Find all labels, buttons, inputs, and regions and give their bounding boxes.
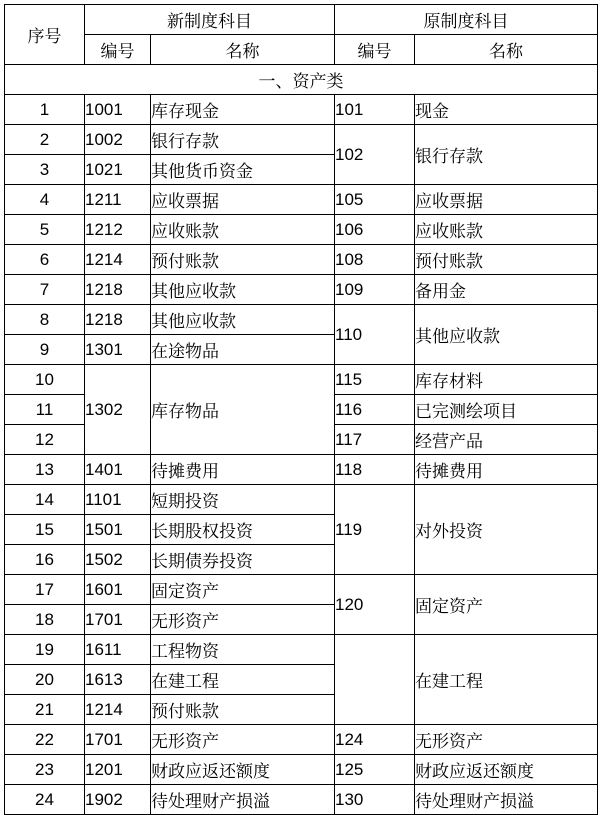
- old-code-header: 编号: [335, 35, 415, 65]
- new-name-cell: 固定资产: [151, 575, 335, 605]
- old-name-header: 名称: [415, 35, 598, 65]
- old-code-cell: 109: [335, 275, 415, 305]
- new-name-cell: 预付账款: [151, 245, 335, 275]
- new-name-header: 名称: [151, 35, 335, 65]
- old-name-cell: 其他应收款: [415, 305, 598, 365]
- new-name-cell: 在建工程: [151, 665, 335, 695]
- old-code-cell: 116: [335, 395, 415, 425]
- old-name-cell: 银行存款: [415, 125, 598, 185]
- old-name-cell: 待处理财产损溢: [415, 785, 598, 815]
- new-code-cell: 1101: [85, 485, 151, 515]
- new-code-cell: 1611: [85, 635, 151, 665]
- old-code-cell: 101: [335, 95, 415, 125]
- table-row: [5, 365, 598, 395]
- new-name-cell: 长期债券投资: [151, 545, 335, 575]
- old-code-cell: 120: [335, 575, 415, 635]
- new-code-cell: 1214: [85, 245, 151, 275]
- table-row: [5, 95, 598, 125]
- account-mapping-table: [4, 4, 598, 815]
- new-code-cell: 1201: [85, 755, 151, 785]
- seq-cell: 1: [5, 95, 85, 125]
- new-name-cell: 待摊费用: [151, 455, 335, 485]
- new-name-cell: 待处理财产损溢: [151, 785, 335, 815]
- table-row: [5, 575, 598, 605]
- new-name-cell: 工程物资: [151, 635, 335, 665]
- old-code-cell: 115: [335, 365, 415, 395]
- seq-cell: 18: [5, 605, 85, 635]
- new-name-cell: 其他应收款: [151, 275, 335, 305]
- old-code-cell: 105: [335, 185, 415, 215]
- new-name-cell: 应收票据: [151, 185, 335, 215]
- seq-cell: 4: [5, 185, 85, 215]
- new-name-cell: 无形资产: [151, 605, 335, 635]
- table-row: [5, 485, 598, 515]
- section-row: [5, 65, 598, 95]
- table-row: [5, 785, 598, 815]
- header-row-2: [5, 35, 598, 65]
- seq-cell: 22: [5, 725, 85, 755]
- new-code-header: 编号: [85, 35, 151, 65]
- seq-cell: 2: [5, 125, 85, 155]
- old-code-cell: 125: [335, 755, 415, 785]
- new-code-cell: 1218: [85, 305, 151, 335]
- new-name-cell: 在途物品: [151, 335, 335, 365]
- seq-cell: 12: [5, 425, 85, 455]
- old-code-cell: [335, 635, 415, 725]
- seq-cell: 24: [5, 785, 85, 815]
- seq-cell: 9: [5, 335, 85, 365]
- old-code-cell: 110: [335, 305, 415, 365]
- new-code-cell: 1211: [85, 185, 151, 215]
- new-code-cell: 1701: [85, 725, 151, 755]
- old-name-cell: 已完测绘项目: [415, 395, 598, 425]
- old-name-cell: 对外投资: [415, 485, 598, 575]
- new-code-cell: 1301: [85, 335, 151, 365]
- new-system-header: 新制度科目: [85, 5, 335, 35]
- new-name-cell: 库存现金: [151, 95, 335, 125]
- old-name-cell: 备用金: [415, 275, 598, 305]
- new-name-cell: 库存物品: [151, 365, 335, 455]
- new-name-cell: 银行存款: [151, 125, 335, 155]
- new-code-cell: 1601: [85, 575, 151, 605]
- seq-cell: 5: [5, 215, 85, 245]
- old-name-cell: 现金: [415, 95, 598, 125]
- seq-cell: 21: [5, 695, 85, 725]
- old-code-cell: 106: [335, 215, 415, 245]
- table-row: [5, 125, 598, 155]
- table-row: [5, 185, 598, 215]
- old-name-cell: 预付账款: [415, 245, 598, 275]
- old-code-cell: 102: [335, 125, 415, 185]
- new-code-cell: 1002: [85, 125, 151, 155]
- seq-cell: 7: [5, 275, 85, 305]
- old-system-header: 原制度科目: [335, 5, 598, 35]
- table-row: [5, 725, 598, 755]
- new-code-cell: 1021: [85, 155, 151, 185]
- new-code-cell: 1302: [85, 365, 151, 455]
- new-code-cell: 1218: [85, 275, 151, 305]
- table-row: [5, 275, 598, 305]
- new-name-cell: 财政应返还额度: [151, 755, 335, 785]
- seq-cell: 20: [5, 665, 85, 695]
- old-name-cell: 在建工程: [415, 635, 598, 725]
- seq-cell: 19: [5, 635, 85, 665]
- seq-cell: 17: [5, 575, 85, 605]
- seq-cell: 13: [5, 455, 85, 485]
- old-code-cell: 108: [335, 245, 415, 275]
- new-code-cell: 1001: [85, 95, 151, 125]
- table-row: [5, 305, 598, 335]
- old-code-cell: 130: [335, 785, 415, 815]
- seq-cell: 11: [5, 395, 85, 425]
- old-name-cell: 无形资产: [415, 725, 598, 755]
- new-name-cell: 应收账款: [151, 215, 335, 245]
- table-row: [5, 215, 598, 245]
- header-row-1: [5, 5, 598, 35]
- old-name-cell: 财政应返还额度: [415, 755, 598, 785]
- new-code-cell: 1401: [85, 455, 151, 485]
- section-title: 一、资产类: [5, 65, 598, 95]
- seq-cell: 14: [5, 485, 85, 515]
- new-code-cell: 1902: [85, 785, 151, 815]
- old-name-cell: 经营产品: [415, 425, 598, 455]
- seq-cell: 6: [5, 245, 85, 275]
- new-code-cell: 1613: [85, 665, 151, 695]
- seq-cell: 23: [5, 755, 85, 785]
- old-name-cell: 待摊费用: [415, 455, 598, 485]
- old-name-cell: 固定资产: [415, 575, 598, 635]
- new-code-cell: 1212: [85, 215, 151, 245]
- new-name-cell: 其他货币资金: [151, 155, 335, 185]
- new-name-cell: 其他应收款: [151, 305, 335, 335]
- seq-header: 序号: [5, 5, 85, 65]
- old-code-cell: 119: [335, 485, 415, 575]
- new-name-cell: 长期股权投资: [151, 515, 335, 545]
- old-name-cell: 应收票据: [415, 185, 598, 215]
- seq-cell: 8: [5, 305, 85, 335]
- seq-cell: 10: [5, 365, 85, 395]
- old-name-cell: 应收账款: [415, 215, 598, 245]
- seq-cell: 16: [5, 545, 85, 575]
- table-row: [5, 245, 598, 275]
- seq-cell: 15: [5, 515, 85, 545]
- seq-cell: 3: [5, 155, 85, 185]
- old-name-cell: 库存材料: [415, 365, 598, 395]
- new-name-cell: 无形资产: [151, 725, 335, 755]
- table-row: [5, 755, 598, 785]
- table-row: [5, 455, 598, 485]
- new-code-cell: 1214: [85, 695, 151, 725]
- new-name-cell: 短期投资: [151, 485, 335, 515]
- new-code-cell: 1501: [85, 515, 151, 545]
- new-code-cell: 1701: [85, 605, 151, 635]
- old-code-cell: 124: [335, 725, 415, 755]
- new-name-cell: 预付账款: [151, 695, 335, 725]
- new-code-cell: 1502: [85, 545, 151, 575]
- table-row: [5, 635, 598, 665]
- old-code-cell: 117: [335, 425, 415, 455]
- old-code-cell: 118: [335, 455, 415, 485]
